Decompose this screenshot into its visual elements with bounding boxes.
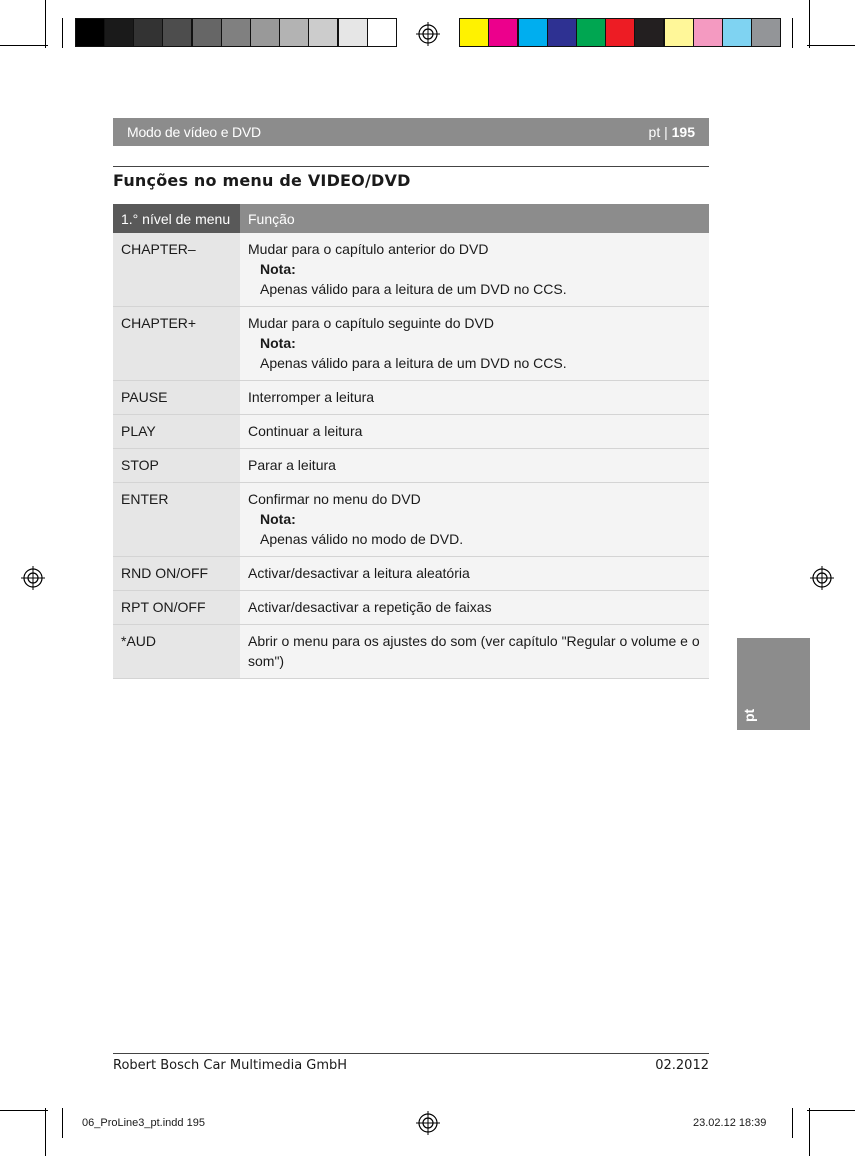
- note-text: Apenas válido para a leitura de um DVD no CCS.: [260, 281, 567, 297]
- color-swatch: [459, 18, 489, 47]
- menu-item-function: [240, 381, 709, 415]
- menu-item-name: ENTER: [113, 483, 240, 557]
- page-indicator: [649, 124, 695, 140]
- note-label: Nota:: [260, 335, 296, 351]
- color-swatch: [488, 18, 518, 47]
- color-swatch: [75, 18, 105, 47]
- slug-timestamp: 23.02.12 18:39: [693, 1117, 767, 1129]
- title-rule: [113, 166, 709, 167]
- page-title: Funções no menu de VIDEO/DVD: [113, 171, 411, 190]
- color-swatch: [664, 18, 694, 47]
- menu-item-name: CHAPTER–: [113, 233, 240, 307]
- color-swatch: [338, 18, 368, 47]
- color-swatch: [192, 18, 222, 47]
- function-text: Activar/desactivar a repetição de faixas: [248, 599, 492, 615]
- function-text: Confirmar no menu do DVD: [248, 491, 421, 507]
- slug-filename: 06_ProLine3_pt.indd 195: [82, 1117, 205, 1129]
- table-body: [113, 233, 709, 679]
- menu-item-name: RPT ON/OFF: [113, 591, 240, 625]
- side-tab-label: pt: [741, 708, 757, 722]
- color-swatch: [518, 18, 548, 47]
- color-swatch: [722, 18, 752, 47]
- registration-mark-icon: [21, 566, 45, 590]
- menu-item-name: PAUSE: [113, 381, 240, 415]
- registration-mark-icon: [416, 22, 440, 46]
- note-text: Apenas válido para a leitura de um DVD no CCS.: [260, 355, 567, 371]
- color-swatch: [133, 18, 163, 47]
- menu-item-function: [240, 233, 709, 307]
- color-swatch: [279, 18, 309, 47]
- menu-item-name: CHAPTER+: [113, 307, 240, 381]
- table-header-row: [113, 204, 709, 233]
- color-swatch: [693, 18, 723, 47]
- menu-item-function: [240, 307, 709, 381]
- footer-date: 02.2012: [655, 1058, 709, 1073]
- table-row: [113, 591, 709, 625]
- registration-mark-icon: [810, 566, 834, 590]
- table-row: [113, 415, 709, 449]
- color-swatch: [605, 18, 635, 47]
- menu-item-function: [240, 415, 709, 449]
- note-label: Nota:: [260, 261, 296, 277]
- page-number: 195: [671, 124, 695, 140]
- menu-item-name: PLAY: [113, 415, 240, 449]
- menu-item-function: [240, 625, 709, 679]
- language-side-tab: [737, 638, 810, 730]
- table-row: [113, 307, 709, 381]
- menu-functions-table: [113, 204, 709, 679]
- table-row: [113, 625, 709, 679]
- color-swatch: [751, 18, 781, 47]
- table-row: [113, 483, 709, 557]
- menu-item-name: *AUD: [113, 625, 240, 679]
- column-header-function: Função: [240, 204, 709, 233]
- color-swatch: [308, 18, 338, 47]
- color-swatch: [221, 18, 251, 47]
- table-row: [113, 381, 709, 415]
- menu-item-function: [240, 591, 709, 625]
- section-name: Modo de vídeo e DVD: [127, 124, 261, 140]
- function-text: Continuar a leitura: [248, 423, 363, 439]
- note-label: Nota:: [260, 511, 296, 527]
- color-swatch: [634, 18, 664, 47]
- registration-mark-icon: [416, 1111, 440, 1135]
- note-text: Apenas válido no modo de DVD.: [260, 531, 464, 547]
- column-header-menu-level: 1.° nível de menu: [113, 204, 240, 233]
- function-text: Mudar para o capítulo anterior do DVD: [248, 241, 489, 257]
- color-swatch: [104, 18, 134, 47]
- table-row: [113, 449, 709, 483]
- color-swatch: [250, 18, 280, 47]
- language-code: pt |: [648, 124, 668, 140]
- table-row: [113, 557, 709, 591]
- menu-item-name: RND ON/OFF: [113, 557, 240, 591]
- function-text: Activar/desactivar a leitura aleatória: [248, 565, 470, 581]
- menu-item-function: [240, 449, 709, 483]
- function-text: Parar a leitura: [248, 457, 336, 473]
- color-swatch: [547, 18, 577, 47]
- menu-item-name: STOP: [113, 449, 240, 483]
- footer-rule: [113, 1053, 709, 1054]
- function-text: Interromper a leitura: [248, 389, 375, 405]
- footer-company: Robert Bosch Car Multimedia GmbH: [113, 1058, 348, 1073]
- function-text: Mudar para o capítulo seguinte do DVD: [248, 315, 494, 331]
- menu-item-function: [240, 483, 709, 557]
- menu-item-function: [240, 557, 709, 591]
- table-row: [113, 233, 709, 307]
- color-swatch: [367, 18, 397, 47]
- color-swatch: [162, 18, 192, 47]
- running-header: [113, 118, 709, 146]
- function-text: Abrir o menu para os ajustes do som (ver capítulo "Regular o volume e o som"): [248, 633, 700, 669]
- color-swatch: [576, 18, 606, 47]
